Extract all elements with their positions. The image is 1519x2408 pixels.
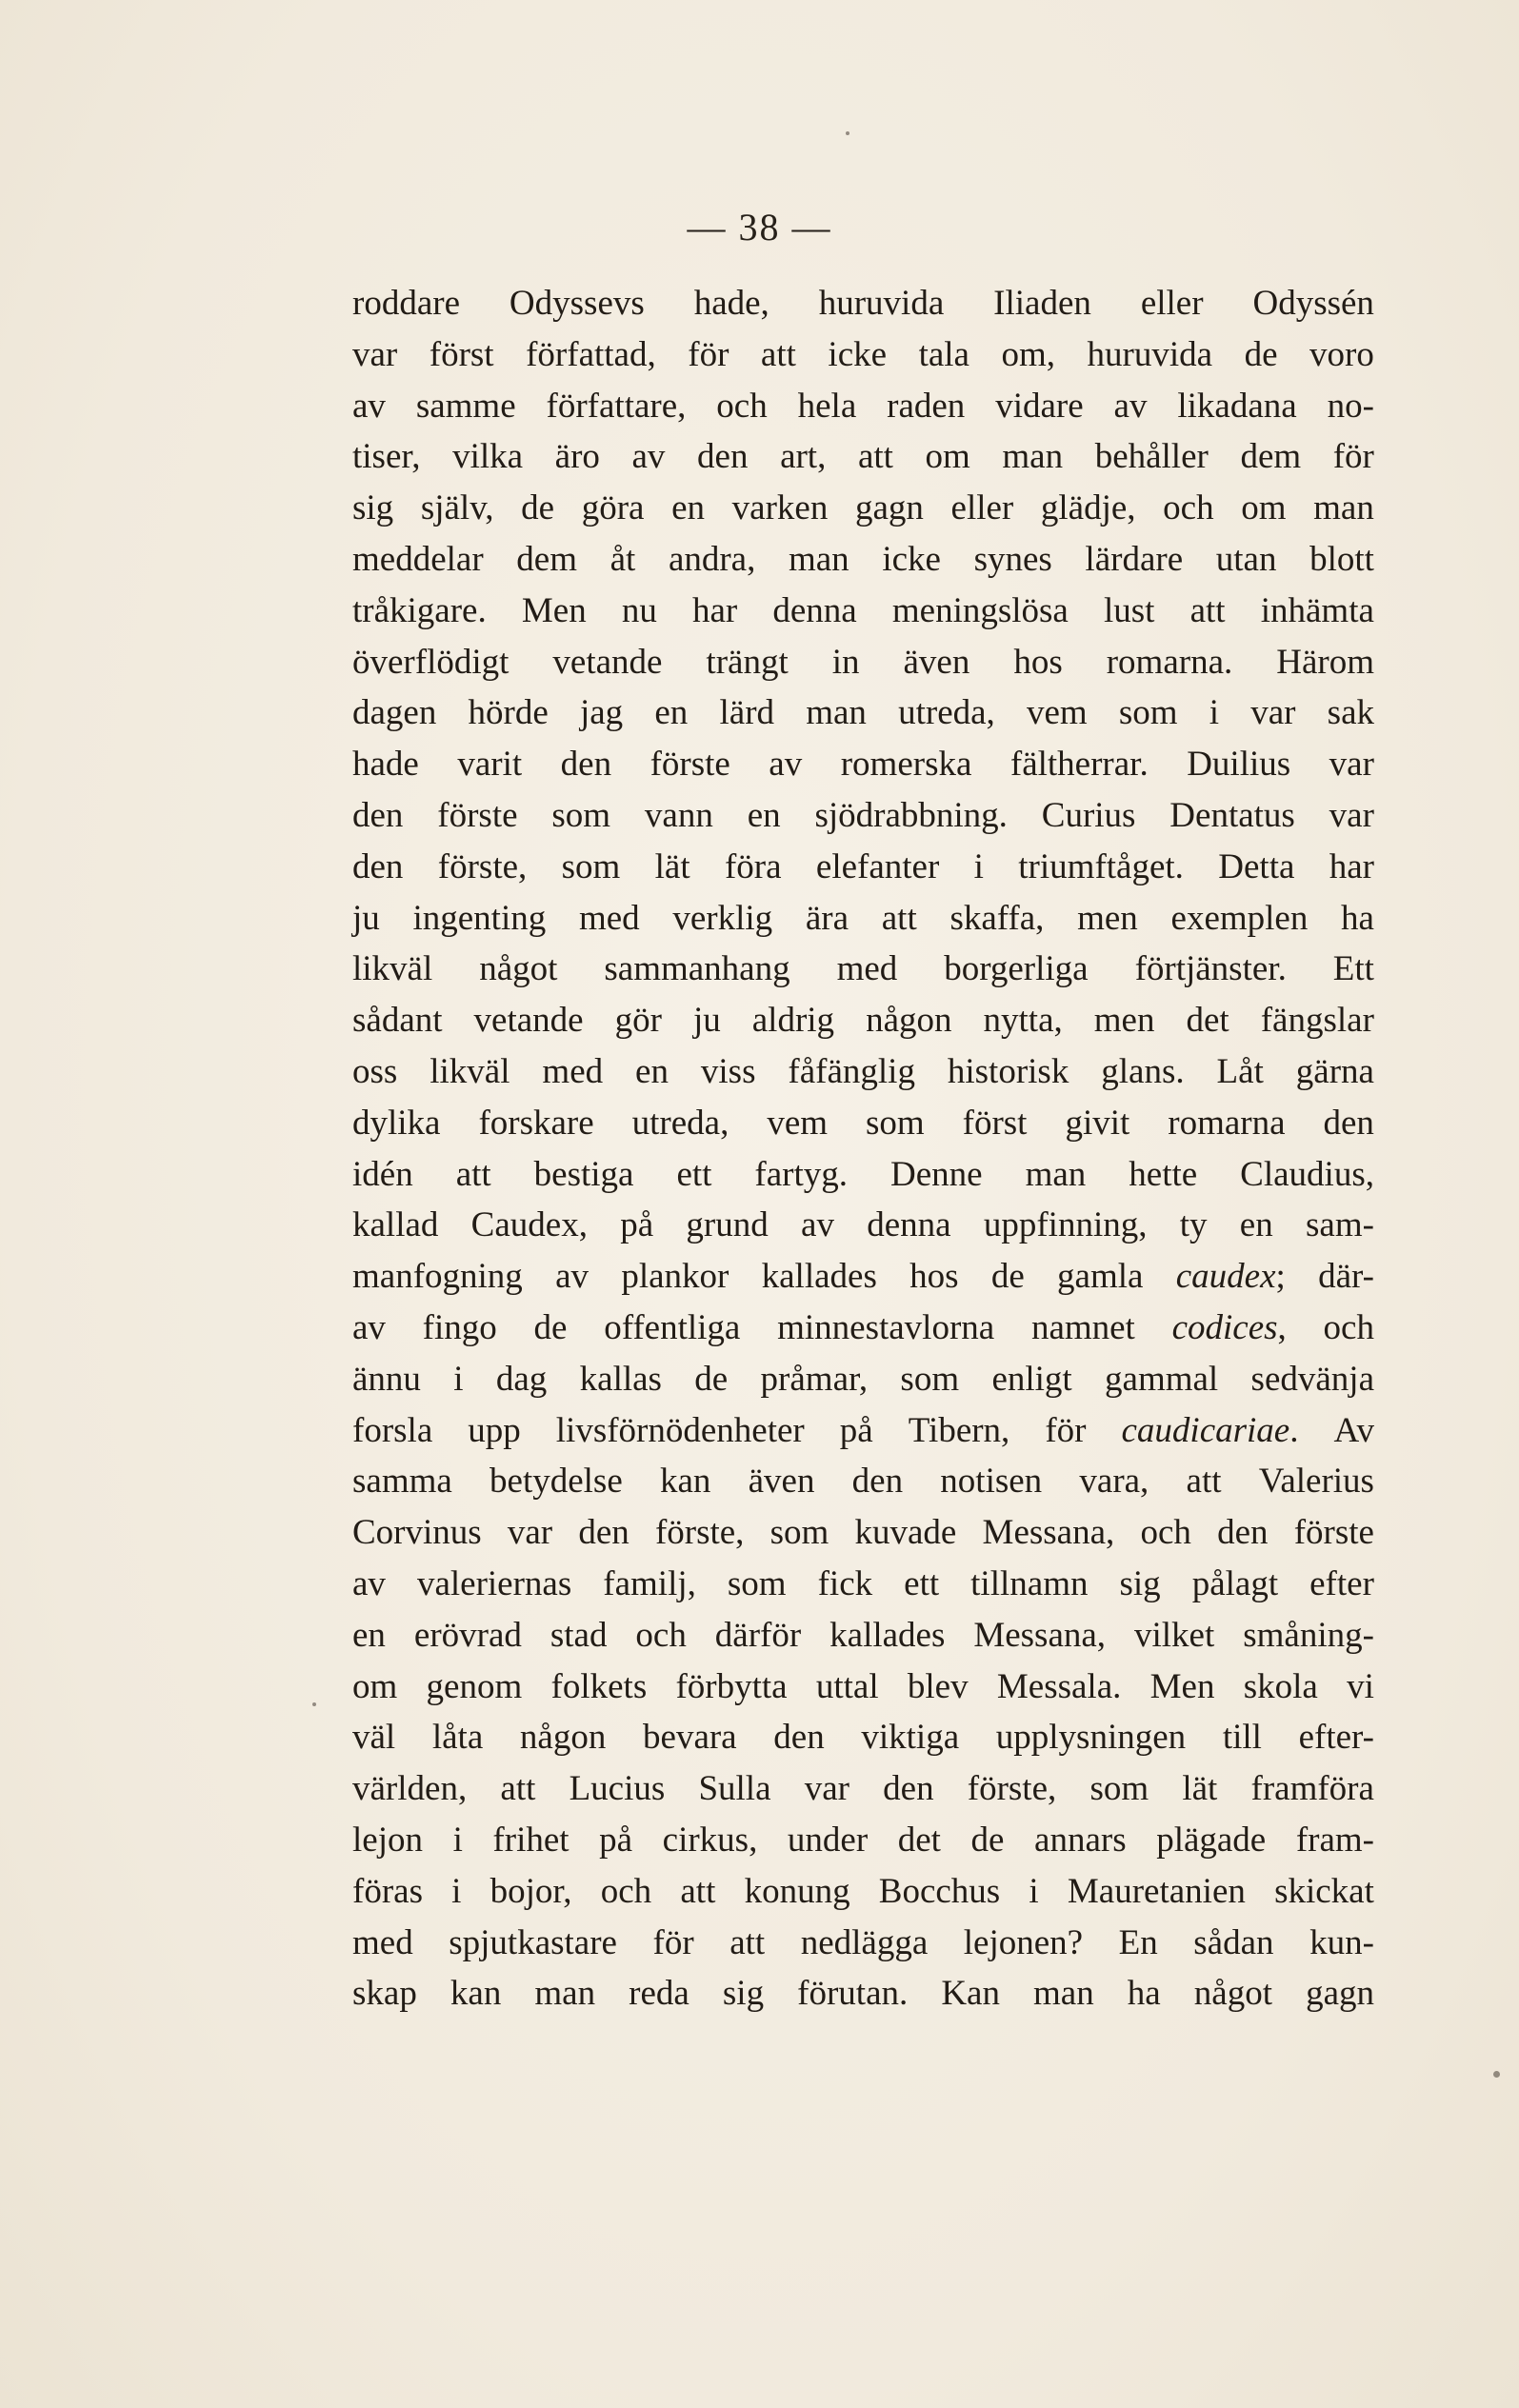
text-line: av samme författare, och hela raden vidare av likadana no- (352, 386, 1374, 426)
text-line: forsla upp livsförnödenheter på Tibern, för caudicariae. Av (352, 1410, 1374, 1450)
text-line: sig själv, de göra en varken gagn eller glädje, och om man (352, 488, 1374, 528)
paper-speck (1493, 2071, 1500, 2078)
text-line: kallad Caudex, på grund av denna uppfinning, ty en sam- (352, 1205, 1374, 1245)
page-number: — 38 — (687, 206, 832, 249)
text-line: den förste som vann en sjödrabbning. Curius Dentatus var (352, 795, 1374, 835)
text-line: väl låta någon bevara den viktiga upplysningen till efter- (352, 1718, 1374, 1758)
text-line: var först författad, för att icke tala om, huruvida de voro (352, 334, 1374, 374)
text-line: samma betydelse kan även den notisen vara, att Valerius (352, 1462, 1374, 1502)
text-line: tråkigare. Men nu har denna meningslösa lust att inhämta (352, 590, 1374, 630)
body-text (352, 278, 1374, 2020)
text-line: hade varit den förste av romerska fältherrar. Duilius var (352, 745, 1374, 785)
text-line: tiser, vilka äro av den art, att om man behåller dem för (352, 437, 1374, 477)
text-line: om genom folkets förbytta uttal blev Messala. Men skola vi (352, 1666, 1374, 1706)
text-line: överflödigt vetande trängt in även hos romarna. Härom (352, 642, 1374, 682)
text-line: skap kan man reda sig förutan. Kan man ha något gagn (352, 1974, 1374, 2014)
text-line: av fingo de offentliga minnestavlorna namnet codices, och (352, 1307, 1374, 1347)
text-line: världen, att Lucius Sulla var den förste, som lät framföra (352, 1769, 1374, 1809)
text-line: likväl något sammanhang med borgerliga förtjänster. Ett (352, 949, 1374, 989)
paper-speck (312, 1702, 316, 1706)
text-line: Corvinus var den förste, som kuvade Messana, och den förste (352, 1513, 1374, 1553)
text-line: den förste, som lät föra elefanter i triumftåget. Detta har (352, 846, 1374, 886)
text-line: meddelar dem åt andra, man icke synes lärdare utan blott (352, 539, 1374, 579)
text-line: roddare Odyssevs hade, huruvida Iliaden eller Odyssén (352, 284, 1374, 323)
text-line: ännu i dag kallas de pråmar, som enligt gammal sedvänja (352, 1359, 1374, 1399)
text-line: idén att bestiga ett fartyg. Denne man hette Claudius, (352, 1154, 1374, 1194)
text-line: ju ingenting med verklig ära att skaffa, men exemplen ha (352, 898, 1374, 938)
text-line: manfogning av plankor kallades hos de gamla caudex; där- (352, 1257, 1374, 1297)
paper-speck (846, 131, 849, 135)
text-line: med spjutkastare för att nedlägga lejonen? En sådan kun- (352, 1922, 1374, 1962)
text-line: föras i bojor, och att konung Bocchus i Mauretanien skickat (352, 1871, 1374, 1911)
text-line: oss likväl med en viss fåfänglig historisk glans. Låt gärna (352, 1051, 1374, 1091)
text-line: av valeriernas familj, som fick ett tillnamn sig pålagt efter (352, 1563, 1374, 1603)
text-line: lejon i frihet på cirkus, under det de annars plägade fram- (352, 1820, 1374, 1860)
text-line: dylika forskare utreda, vem som först givit romarna den (352, 1103, 1374, 1143)
text-line: sådant vetande gör ju aldrig någon nytta, men det fängslar (352, 1001, 1374, 1041)
text-line: dagen hörde jag en lärd man utreda, vem som i var sak (352, 693, 1374, 733)
text-line: en erövrad stad och därför kallades Messana, vilket småning- (352, 1615, 1374, 1655)
